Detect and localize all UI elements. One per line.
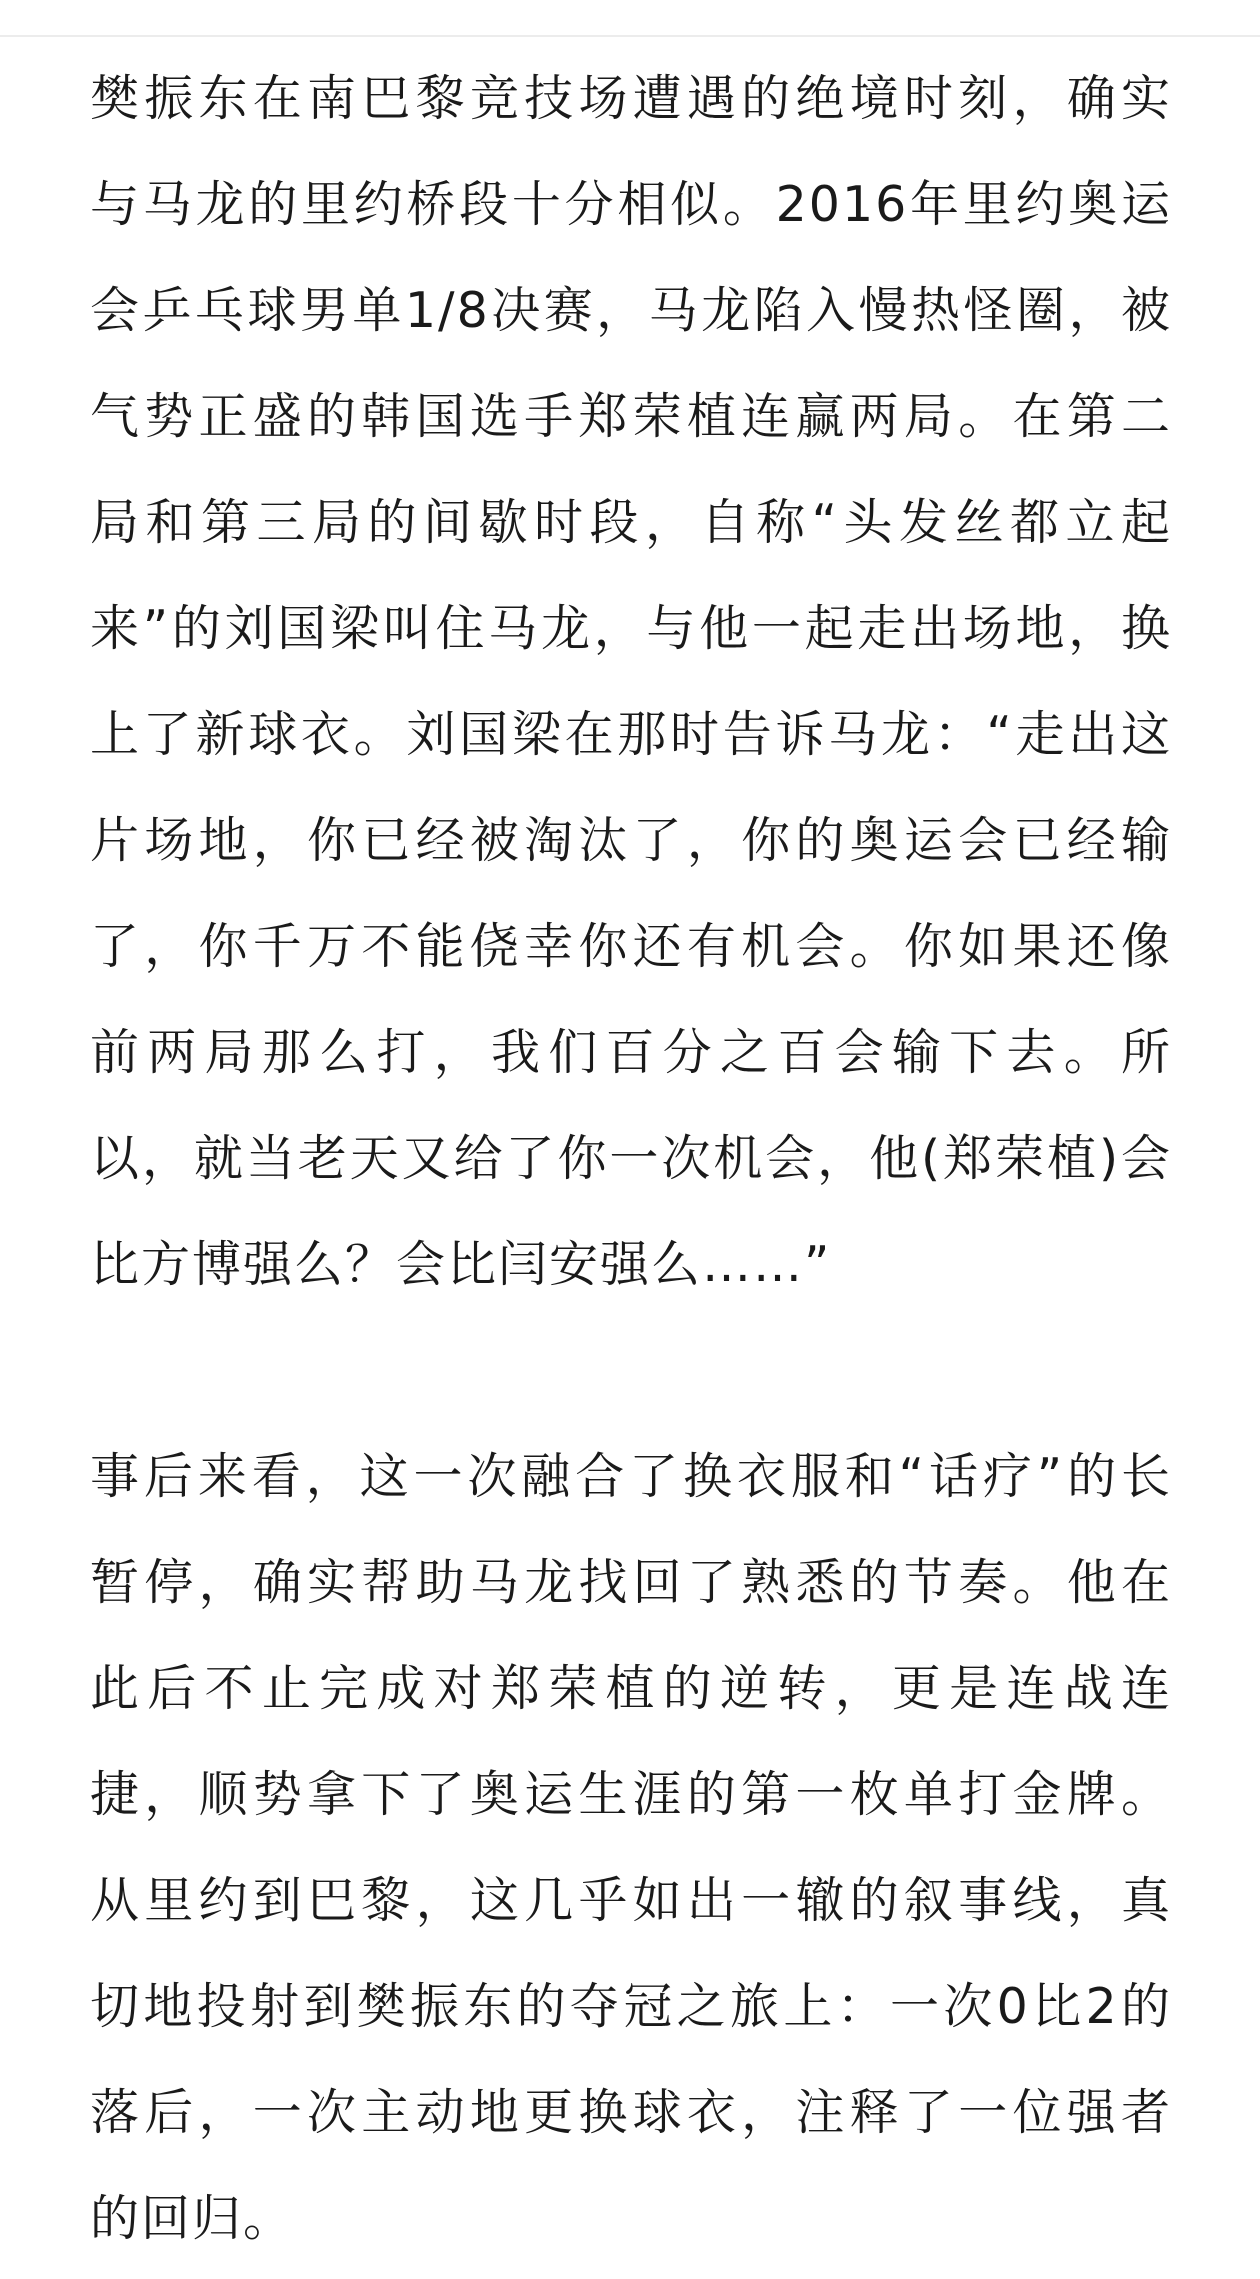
text-line: 来”的刘国梁叫住马龙，与他一起走出场地，换 [90, 600, 1172, 657]
text-line: 暂停，确实帮助马龙找回了熟悉的节奏。他在 [90, 1554, 1172, 1611]
article-body [90, 46, 1172, 2272]
text-line: 落后，一次主动地更换球衣，注释了一位强者 [90, 2084, 1172, 2141]
text-line: 切地投射到樊振东的夺冠之旅上：一次0比2的 [90, 1978, 1172, 2035]
paragraph-gap [90, 1318, 1172, 1424]
text-line: 从里约到巴黎，这几乎如出一辙的叙事线，真 [90, 1872, 1172, 1929]
text-line: 的回归。 [90, 2190, 295, 2247]
text-line: 会乒乓球男单1/8决赛，马龙陷入慢热怪圈，被 [90, 282, 1172, 339]
text-line: 比方博强么？会比闫安强么……” [90, 1236, 832, 1293]
top-divider [0, 35, 1260, 37]
text-line: 以，就当老天又给了你一次机会，他(郑荣植)会 [90, 1130, 1172, 1187]
text-line: 此后不止完成对郑荣植的逆转，更是连战连 [90, 1660, 1172, 1717]
text-line: 事后来看，这一次融合了换衣服和“话疗”的长 [90, 1448, 1172, 1505]
text-line: 了，你千万不能侥幸你还有机会。你如果还像 [90, 918, 1172, 975]
text-line: 气势正盛的韩国选手郑荣植连赢两局。在第二 [90, 388, 1172, 445]
text-line: 樊振东在南巴黎竞技场遭遇的绝境时刻，确实 [90, 70, 1172, 127]
paragraph-2 [90, 1424, 1172, 2272]
text-line: 局和第三局的间歇时段，自称“头发丝都立起 [90, 494, 1172, 551]
text-line: 片场地，你已经被淘汰了，你的奥运会已经输 [90, 812, 1172, 869]
text-line: 与马龙的里约桥段十分相似。2016年里约奥运 [90, 176, 1172, 233]
text-line: 捷，顺势拿下了奥运生涯的第一枚单打金牌。 [90, 1766, 1172, 1823]
text-line: 前两局那么打，我们百分之百会输下去。所 [90, 1024, 1172, 1081]
text-line: 上了新球衣。刘国梁在那时告诉马龙：“走出这 [90, 706, 1172, 763]
paragraph-1 [90, 46, 1172, 1318]
